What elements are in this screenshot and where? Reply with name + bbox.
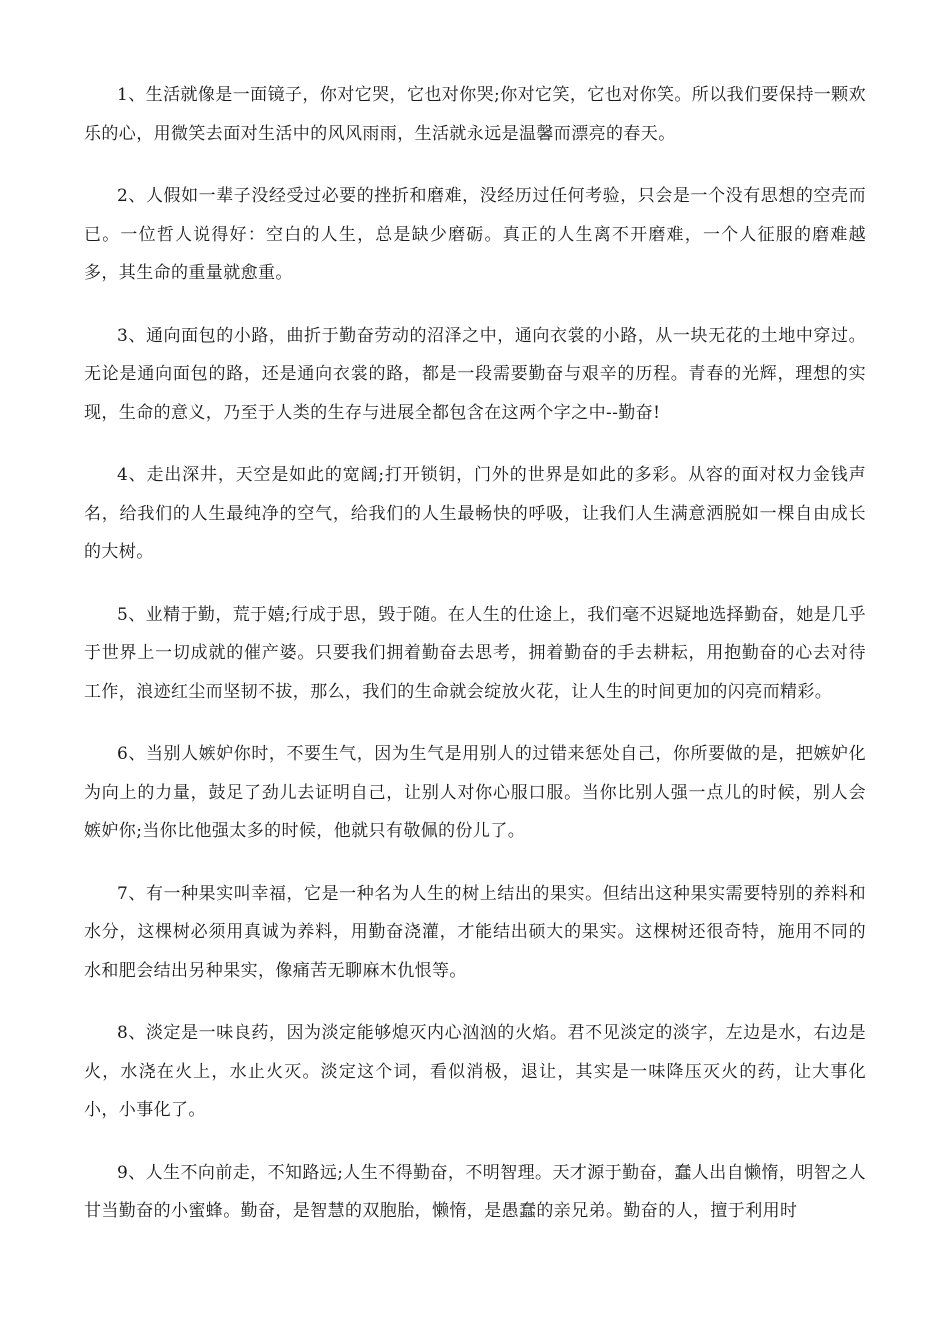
paragraph-6: 6、当别人嫉妒你时，不要生气，因为生气是用别人的过错来惩处自己，你所要做的是，把嫉妒化为向上的力量，鼓足了劲儿去证明自己，让别人对你心服口服。当你比别人强一点儿的时候，别人会嫉妒你;当你比他强太多的时候，他就只有敬佩的份儿了。 <box>84 744 866 841</box>
paragraph-5: 5、业精于勤，荒于嬉;行成于思，毁于随。在人生的仕途上，我们毫不迟疑地选择勤奋，她是几乎于世界上一切成就的催产婆。只要我们拥着勤奋去思考，拥着勤奋的手去耕耘，用抱勤奋的心去对待工作，浪迹红尘而坚韧不拔，那么，我们的生命就会绽放火花，让人生的时间更加的闪亮而精彩。 <box>84 604 866 702</box>
paragraph-8: 8、淡定是一味良药，因为淡定能够熄灭内心汹汹的火焰。君不见淡定的淡字，左边是水，右边是火，水浇在火上，水止火灭。淡定这个词，看似消极，退让，其实是一味降压灭火的药，让大事化小，小事化了。 <box>84 1023 866 1120</box>
document-body <box>84 76 866 1255</box>
paragraph-9: 9、人生不向前走，不知路远;人生不得勤奋，不明智理。天才源于勤奋，蠢人出自懒惰，明智之人甘当勤奋的小蜜蜂。勤奋，是智慧的双胞胎，懒惰，是愚蠢的亲兄弟。勤奋的人，擅于利用时 <box>84 1162 866 1221</box>
paragraph-3: 3、通向面包的小路，曲折于勤奋劳动的沼泽之中，通向衣裳的小路，从一块无花的土地中穿过。无论是通向面包的路，还是通向衣裳的路，都是一段需要勤奋与艰辛的历程。青春的光辉，理想的实现，生命的意义，乃至于人类的生存与进展全都包含在这两个字之中--勤奋! <box>84 325 866 423</box>
paragraph-2: 2、人假如一辈子没经受过必要的挫折和磨难，没经历过任何考验，只会是一个没有思想的空壳而已。一位哲人说得好：空白的人生，总是缺少磨砺。真正的人生离不开磨难，一个人征服的磨难越多，其生命的重量就愈重。 <box>84 186 866 283</box>
paragraph-4: 4、走出深井，天空是如此的宽阔;打开锁钥，门外的世界是如此的多彩。从容的面对权力金钱声名，给我们的人生最纯净的空气，给我们的人生最畅快的呼吸，让我们人生满意洒脱如一棵自由成长的大树。 <box>84 465 866 562</box>
paragraph-1: 1、生活就像是一面镜子，你对它哭，它也对你哭;你对它笑，它也对你笑。所以我们要保持一颗欢乐的心，用微笑去面对生活中的风风雨雨，生活就永远是温馨而漂亮的春天。 <box>84 85 866 144</box>
paragraph-7: 7、有一种果实叫幸福，它是一种名为人生的树上结出的果实。但结出这种果实需要特别的养料和水分，这棵树必须用真诚为养料，用勤奋浇灌，才能结出硕大的果实。这棵树还很奇特，施用不同的水和肥会结出另种果实，像痛苦无聊麻木仇恨等。 <box>84 883 866 981</box>
